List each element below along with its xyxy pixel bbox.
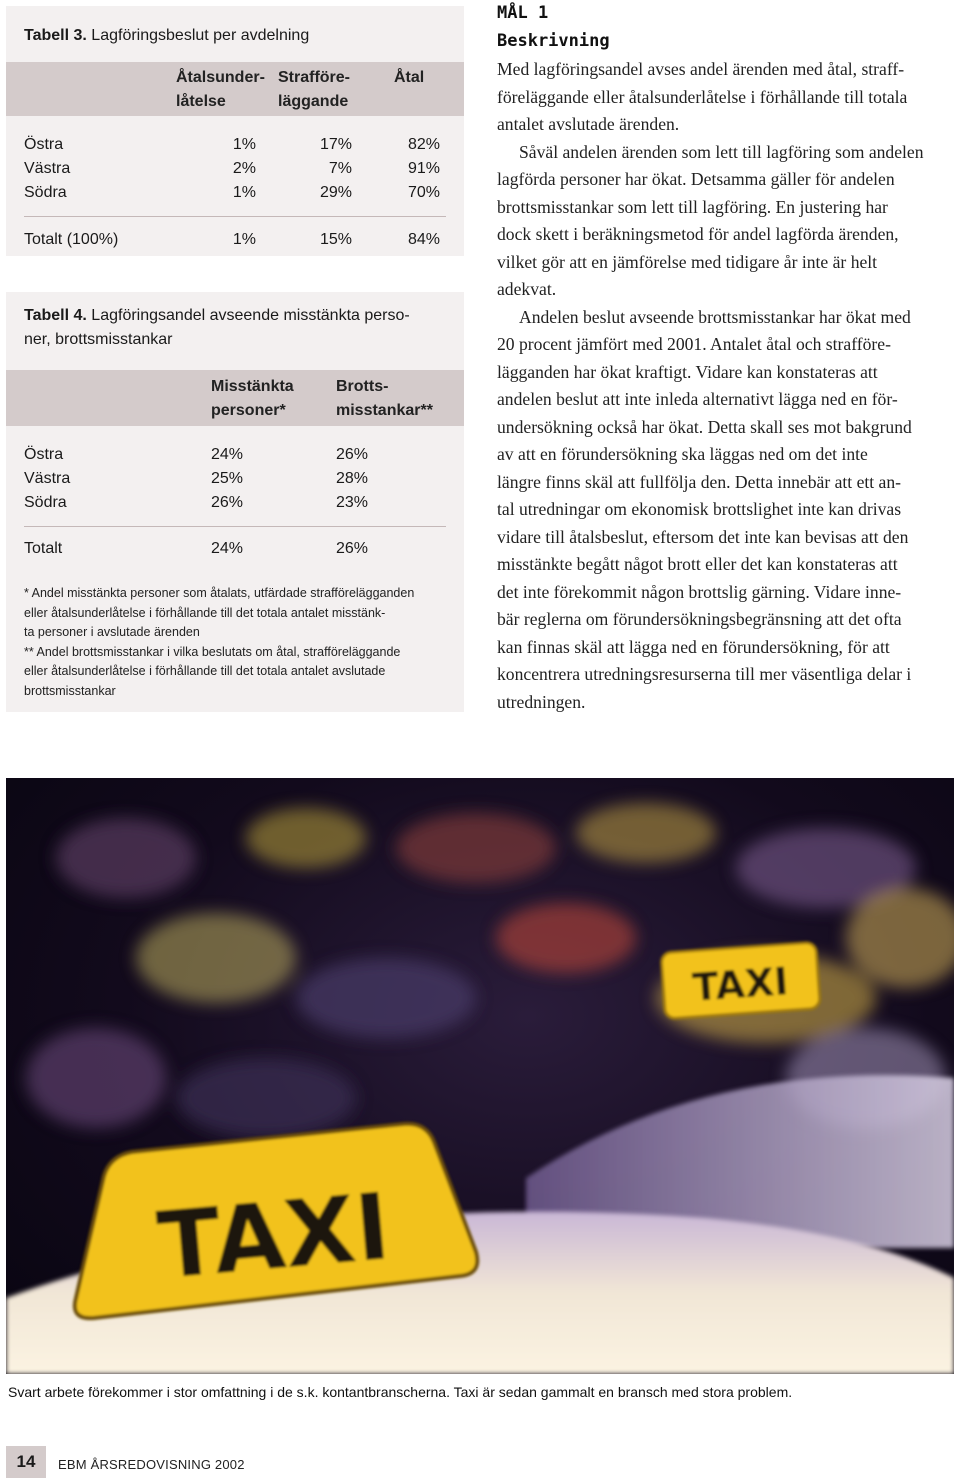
taxi-photo-illustration (6, 778, 954, 1374)
table-row: Östra 24% 26% (24, 446, 369, 463)
goal-subheading: Beskrivning (497, 31, 610, 51)
far-taxi-sign (661, 942, 820, 1019)
header-atalsunderlatelse-2: låtelse (176, 93, 226, 110)
far-taxi-sign-text: TAXI (691, 959, 790, 1010)
header-brottsmisstankar-2: misstankar** (336, 402, 433, 419)
table-4-footnotes: * Andel misstänkta personer som åtalats, utfärdade strafförelägganden eller åtalsunderlåtelse i förhållande till det totala antalet misstänk- ta personer i avslutade ärenden ** Andel brottsmisstankar i vilka beslutats om åtal, strafföreläggande eller åtalsunderlåtelse i förhållande till det totala antalet avslutade brottsmisstankar (24, 586, 415, 698)
table-row: Östra 1% 17% 82% (24, 136, 440, 153)
table-4-title: Tabell 4. Lagföringsandel avseende misstänkta perso- ner, brottsmisstankar (24, 307, 410, 348)
taxi-photo (6, 778, 954, 1374)
header-misstankta-1: Misstänkta (211, 378, 294, 395)
near-taxi-sign-text: TAXI (153, 1173, 395, 1300)
header-atalsunderlatelse-1: Åtalsunder- (176, 69, 265, 86)
divider (24, 216, 446, 217)
table-row: Västra 2% 7% 91% (24, 160, 440, 177)
header-atal: Åtal (394, 69, 425, 86)
table-4-panel (6, 292, 464, 712)
header-strafforelaggande-1: Strafföre- (278, 69, 351, 86)
table-3-header (6, 62, 464, 116)
table-row: Södra 26% 23% (24, 494, 369, 511)
goal-description: Med lagföringsandel avses andel ärenden med åtal, straff- föreläggande eller åtalsunderlåtelse i förhållande till totala antalet avslutade ärenden. Såväl andelen ärenden som lett till lagföring som andelen lagförda personer har ökat. Detsamma gäller för andelen brottsmisstankar som lett till lagföring. En justering har dock skett i beräkningsmetod för andel lagförda ärenden, vilket gör att en jämförelse med tidigare år inte är helt adekvat. Andelen beslut avseende brottsmisstankar har ökat med 20 procent jämfört med 2001. Antalet åtal och strafföre- lägganden har ökat kraftigt. Vidare kan konstateras att andelen beslut att inte inleda alternativt lägga ned en för- undersökning också har ökat. Detta skall ses mot bakgrund av att en förundersökning ska läggas ned om det inte längre finns skäl att fullfölja den. Detta innebär att ett an- tal utredningar om ekonomisk brottslighet inte kan drivas vidare till åtalsbeslut, eftersom det inte kan bevisas att den misstänkte begått något brott eller det kan konstateras att det inte förekommit någon brottslig gärning. Vidare inne- bär reglerna om förundersökningsbegränsning att det ofta kan finnas skäl att lägga ned en förundersökning, för att koncentrera utredningsresurserna till mer väsentliga delar i utredningen. (497, 59, 924, 712)
table-4-header (6, 370, 464, 426)
goal-heading: MÅL 1 (497, 3, 549, 23)
photo-caption: Svart arbete förekommer i stor omfattning i de s.k. kontantbranscherna. Taxi är sedan gammalt en bransch med stora problem. (8, 1384, 793, 1400)
header-misstankta-2: personer* (211, 402, 286, 419)
table-total-row: Totalt 24% 26% (24, 540, 369, 557)
table-row: Västra 25% 28% (24, 470, 369, 487)
footer-title: EBM ÅRSREDOVISNING 2002 (58, 1457, 245, 1472)
header-brottsmisstankar-1: Brotts- (336, 378, 389, 395)
header-strafforelaggande-2: läggande (278, 93, 349, 110)
table-total-row: Totalt (100%) 1% 15% 84% (24, 231, 440, 248)
divider (24, 526, 446, 527)
page-number: 14 (6, 1446, 46, 1478)
table-3-title: Tabell 3. Lagföringsbeslut per avdelning (24, 27, 310, 44)
table-row: Södra 1% 29% 70% (24, 184, 440, 201)
table-3-panel (6, 6, 464, 256)
